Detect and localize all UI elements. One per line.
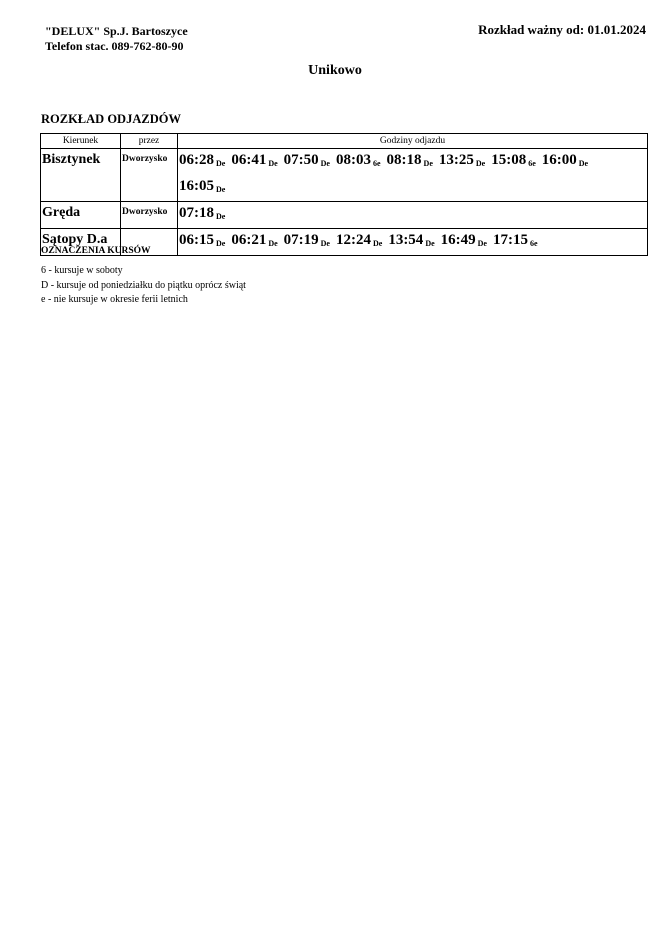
departure-code: De — [216, 159, 226, 168]
departure-time — [179, 229, 225, 255]
departure-code: De — [475, 159, 486, 168]
departure-code: De — [477, 239, 487, 248]
company-phone: Telefon stac. 089-762-80-90 — [45, 39, 184, 53]
departure-time — [491, 149, 536, 175]
departure-times-cell — [178, 202, 648, 229]
departure-time-value: 13:54 — [388, 232, 424, 248]
departure-time — [441, 229, 487, 255]
departure-time-value: 06:21 — [231, 232, 267, 248]
departure-time — [542, 149, 588, 175]
departure-time-value: 12:24 — [335, 232, 371, 248]
legend-item: e - nie kursuje w okresie ferii letnich — [41, 294, 188, 305]
departure-code: 6e — [528, 159, 536, 168]
timetable-body — [41, 149, 648, 256]
section-title: ROZKŁAD ODJAZDÓW — [41, 112, 181, 126]
direction-cell: Bisztynek — [41, 149, 121, 202]
departure-code: De — [423, 159, 433, 168]
departure-code: De — [320, 159, 330, 168]
departure-code: De — [372, 239, 383, 248]
departure-time-value: 08:18 — [386, 152, 422, 168]
departure-time-value: 06:41 — [231, 152, 267, 168]
direction-cell: Gręda — [41, 202, 121, 229]
departure-time — [336, 149, 381, 175]
company-info — [45, 24, 188, 54]
departure-time — [179, 202, 225, 228]
departure-time-value: 17:15 — [492, 232, 528, 248]
departure-time — [284, 229, 330, 255]
departure-code: De — [268, 159, 278, 168]
legend-list — [41, 264, 246, 308]
departure-code: De — [216, 185, 226, 194]
departure-time — [231, 229, 277, 255]
departure-time — [493, 229, 538, 255]
departure-code: De — [268, 239, 278, 248]
company-name: "DELUX" Sp.J. Bartoszyce — [45, 24, 188, 38]
departure-time-value: 07:19 — [283, 232, 319, 248]
departure-time-value: 06:15 — [179, 232, 214, 248]
departure-time — [388, 229, 434, 255]
departure-time-value: 16:00 — [541, 152, 577, 168]
departure-code: De — [578, 159, 589, 168]
via-cell: Dworzysko — [121, 149, 178, 202]
departure-time-value: 08:03 — [335, 152, 371, 168]
departure-code: De — [216, 239, 226, 248]
table-row — [41, 149, 648, 202]
departure-time — [336, 229, 382, 255]
legend-title: OZNACZENIA KURSÓW — [41, 246, 151, 256]
departure-time — [387, 149, 433, 175]
header-via: przez — [121, 134, 178, 149]
via-cell: Dworzysko — [121, 202, 178, 229]
valid-from: Rozkład ważny od: 01.01.2024 — [478, 22, 646, 37]
legend-item: D - kursuje od poniedziałku do piątku oprócz świąt — [41, 279, 246, 291]
departure-time-value: 15:08 — [491, 152, 527, 168]
departure-time — [231, 149, 277, 175]
departure-code: De — [425, 239, 435, 248]
departure-time — [284, 149, 330, 175]
departure-time-value: 07:50 — [283, 152, 319, 168]
departure-code: 6e — [372, 159, 381, 168]
departure-time-value: 07:18 — [179, 205, 214, 221]
departure-time-value: 16:05 — [179, 178, 214, 194]
departure-time-value: 16:49 — [440, 232, 476, 248]
departure-times-cell — [178, 149, 648, 202]
timetable-header-row — [41, 134, 648, 149]
departure-time — [179, 149, 225, 175]
departure-time-value: 06:28 — [179, 152, 214, 168]
table-row — [41, 202, 648, 229]
legend-item: 6 - kursuje w soboty — [41, 265, 123, 276]
direction-cell: Sątopy D.a — [41, 229, 121, 256]
timetable — [40, 133, 648, 256]
header-times: Godziny odjazdu — [178, 134, 648, 149]
stop-name: Unikowo — [308, 63, 362, 78]
departure-code: De — [216, 212, 226, 221]
departure-time-value: 13:25 — [438, 152, 474, 168]
departure-code: 6e — [529, 239, 538, 248]
departure-code: De — [320, 239, 330, 248]
header-direction: Kierunek — [41, 134, 121, 149]
departure-time — [179, 175, 225, 201]
departure-times-cell — [178, 229, 648, 256]
departure-time — [439, 149, 485, 175]
